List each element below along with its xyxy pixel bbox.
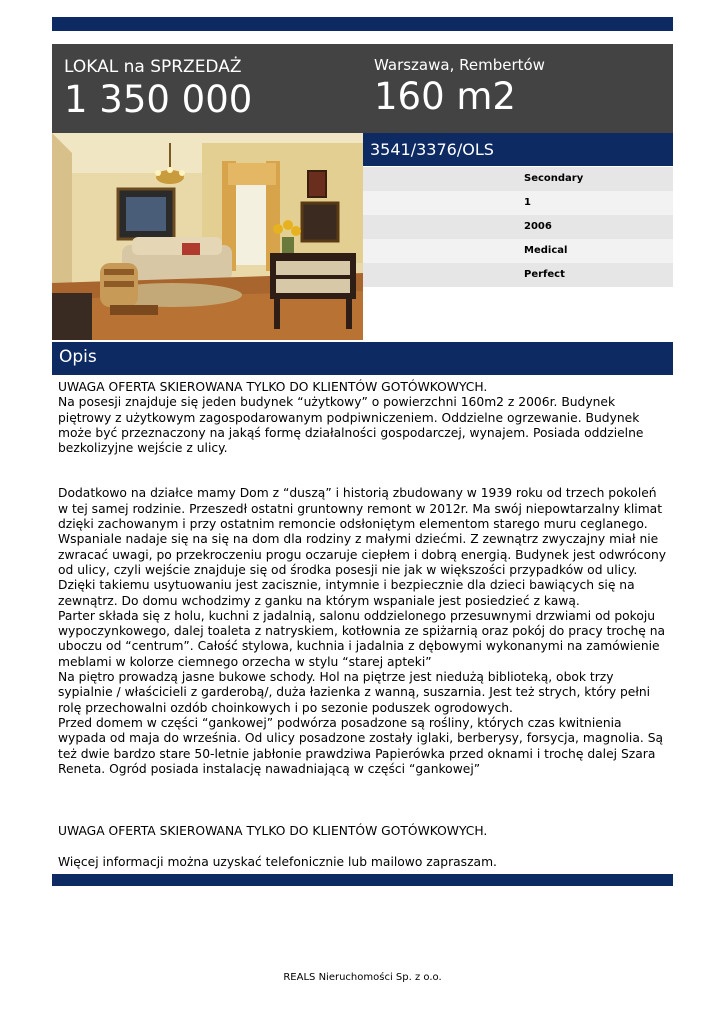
price: 1 350 000: [64, 78, 253, 121]
location: Warszawa, Rembertów: [374, 56, 545, 74]
offer-type: LOKAL na SPRZEDAŻ: [64, 57, 242, 77]
detail-row: [363, 239, 673, 263]
reference-number: 3541/3376/OLS: [370, 140, 494, 159]
description-paragraph: Dodatkowo na działce mamy Dom z “duszą” i historią zbudowany w 1939 roku od trzech pokoleń w tej samej rodzinie. Przeszedł ostatni gruntowny remont w 2012r. Ma swój niepowtarzalny klimat dzięki zachowanym i przy ostatnim remoncie odsłoniętym elementom starego muru ceglanego. Wspaniale nadaje się na się na dom dla rodziny z małymi dziećmi. Z zewnątrz zwyczajny miał nie zwracać uwagi, po przekroczeniu progu oczaruje ciepłem i dobrą energią. Budynek jest odwrócony od ulicy, czyli wejście znajduje się od środka posesji nie jak w większości przypadków od ulicy. Dzięki takiemu usytuowaniu jest zacisznie, intymnie i bezpiecznie dla dzieci bawiących się na zewnątrz. Do domu wchodzimy z ganku na którym wspaniale jest posiedzieć z kawą. Parter składa się z holu, kuchni z jadalnią, salonu oddzielonego przesuwnymi drzwiami od pokoju wypoczynkowego, dalej toaleta z natryskiem, kotłownia ze spiżarnią oraz pokój do pracy trochę na uboczu od “centrum”. Całość stylowa, kuchnia i jadalnia z dębowymi wykonanymi na zamówienie meblami w kolorze ciemnego orzecha w stylu “starej apteki” Na piętro prowadzą jasne bukowe schody. Hol na piętrze jest niedużą biblioteką, obok trzy sypialnie / właścicieli z garderobą/, duża łazienka z wanną, suszarnia. Jest też strych, który pełni rolę przechowalni ozdób choinkowych i po sezonie poduszek ogrodowych. Przed domem w części “gankowej” podwórza posadzone są rośliny, których czas kwitnienia wypada od maja do września. Od ulicy posadzone zostały iglaki, berberysy, forsycja, magnolia. Są też dwie bardzo stare 50-letnie jabłonie prawdziwa Papierówka przed oknami i trochę dalej Szara Reneta. Ogród posiada instalację nawadniającą w części “gankowej”: [58, 486, 667, 776]
detail-value: 1: [524, 197, 531, 208]
detail-value: 2006: [524, 221, 552, 232]
footer-company: REALS Nieruchomości Sp. z o.o.: [283, 972, 442, 983]
living-room-illustration: [52, 133, 363, 340]
property-photo: [52, 133, 363, 340]
detail-row: [363, 191, 673, 215]
description-paragraph: UWAGA OFERTA SKIEROWANA TYLKO DO KLIENTÓW GOTÓWKOWYCH. Na posesji znajduje się jeden budynek “użytkowy” o powierzchni 160m2 z 2006r. Budynek piętrowy z użytkowym zagospodarowanym podpiwniczeniem. Oddzielne ogrzewanie. Budynek może być przeznaczony na jakąś formę działalności gospodarczej, wynajem. Posiada oddzielne bezkolizyjne wejście z ulicy.: [58, 380, 644, 456]
bottom-accent-bar: [52, 874, 673, 886]
top-accent-bar: [52, 17, 673, 31]
detail-row: [363, 215, 673, 239]
detail-value: Perfect: [524, 269, 565, 280]
reference-bar: [363, 133, 673, 166]
detail-row: [363, 167, 673, 191]
detail-value: Secondary: [524, 173, 584, 184]
listing-header: [52, 44, 673, 133]
detail-row: [363, 263, 673, 287]
area: 160 m2: [374, 75, 516, 118]
description-paragraph: UWAGA OFERTA SKIEROWANA TYLKO DO KLIENTÓW GOTÓWKOWYCH.: [58, 824, 488, 839]
description-body: [58, 380, 670, 871]
details-table: [363, 167, 673, 287]
description-paragraph: Więcej informacji można uzyskać telefonicznie lub mailowo zapraszam.: [58, 855, 497, 870]
description-title: Opis: [59, 347, 97, 367]
description-header-bar: [52, 342, 673, 375]
detail-value: Medical: [524, 245, 568, 256]
